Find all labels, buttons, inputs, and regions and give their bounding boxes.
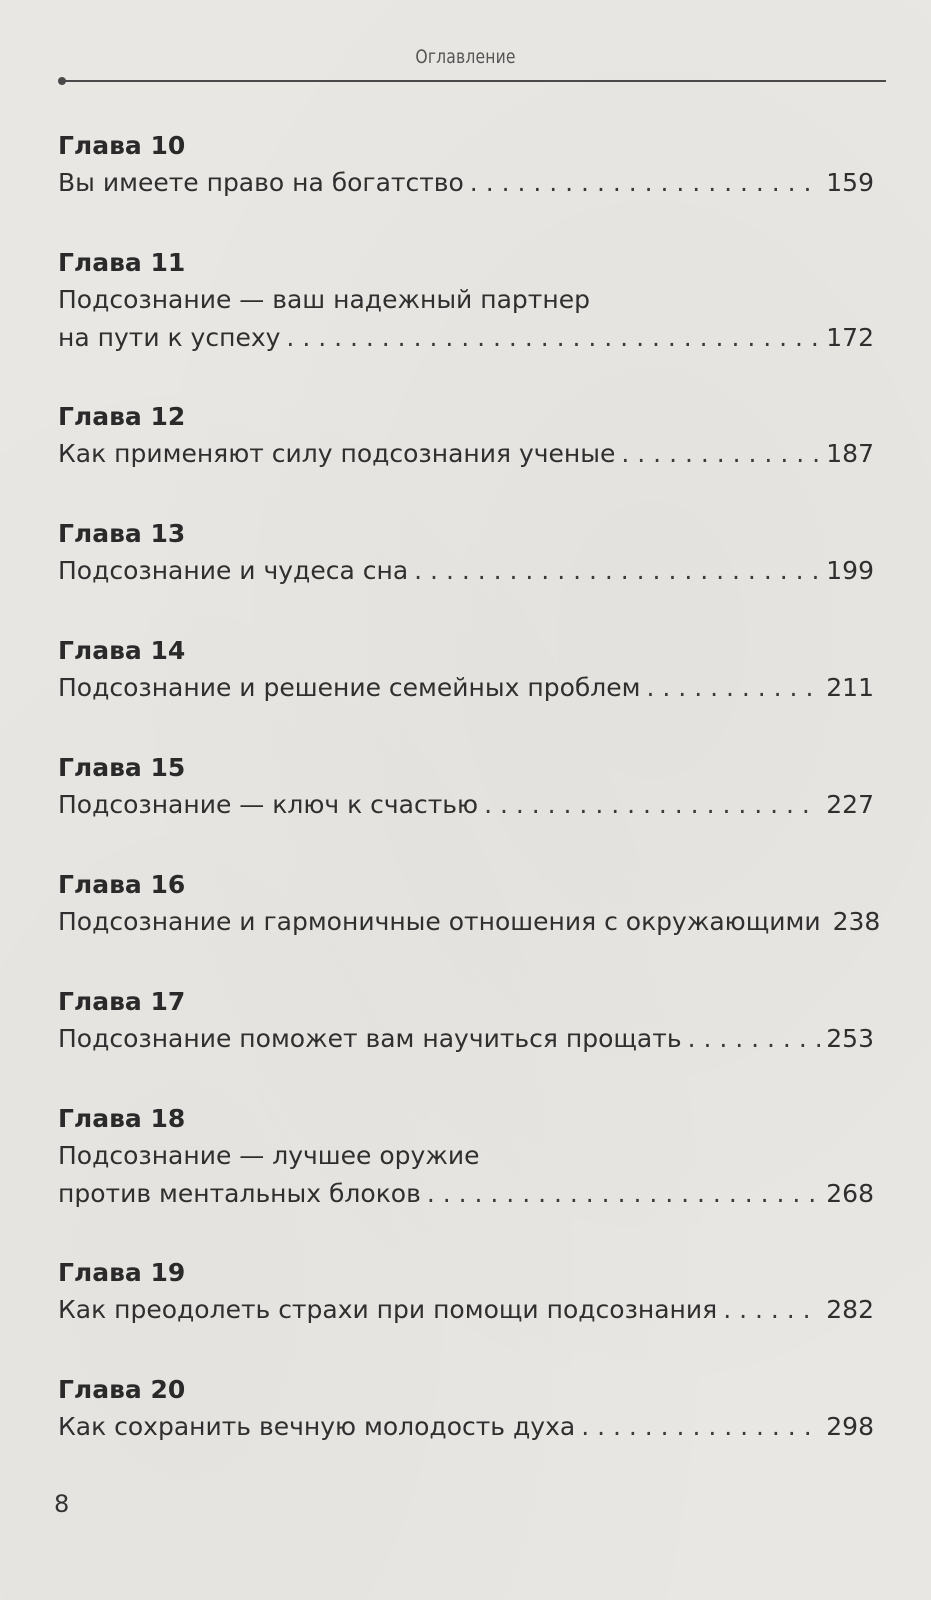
toc-entry bbox=[58, 750, 874, 867]
chapter-title: Вы имеете право на богатство bbox=[58, 168, 464, 197]
chapter-title: Подсознание и чудеса сна bbox=[58, 556, 409, 585]
dot-leader bbox=[427, 1175, 820, 1213]
chapter-title-first-line: Подсознание — лучшее оружие bbox=[58, 1141, 480, 1170]
page-number: 282 bbox=[826, 1295, 874, 1324]
chapter-title: Подсознание поможет вам научиться прощать bbox=[58, 1024, 682, 1053]
dot-leader bbox=[688, 1020, 821, 1058]
page-number: 199 bbox=[826, 556, 874, 585]
toc-title-line bbox=[58, 319, 874, 357]
page-number: 187 bbox=[826, 439, 874, 468]
page-number: 298 bbox=[826, 1412, 874, 1441]
page-number: 253 bbox=[826, 1024, 874, 1053]
chapter-label: Глава 19 bbox=[58, 1258, 186, 1287]
chapter-title: Как преодолеть страхи при помощи подсознания bbox=[58, 1295, 718, 1324]
chapter-label: Глава 13 bbox=[58, 519, 186, 548]
dot-leader bbox=[647, 669, 821, 707]
dot-leader bbox=[470, 164, 820, 202]
dot-leader bbox=[581, 1408, 820, 1446]
toc-title-line bbox=[58, 164, 874, 202]
toc-title-line bbox=[58, 1175, 874, 1213]
dot-leader bbox=[414, 552, 820, 590]
chapter-title: Подсознание — ключ к счастью bbox=[58, 790, 479, 819]
toc-title-line bbox=[58, 552, 874, 590]
header-rule bbox=[60, 80, 886, 82]
page-number: 159 bbox=[826, 168, 874, 197]
toc-entry bbox=[58, 867, 881, 984]
chapter-label: Глава 15 bbox=[58, 753, 186, 782]
toc-title-line bbox=[58, 1020, 874, 1058]
toc-entry bbox=[58, 1101, 874, 1255]
chapter-title: Подсознание и гармоничные отношения с окружающими bbox=[58, 907, 821, 936]
chapter-title-first-line: Подсознание — ваш надежный партнер bbox=[58, 285, 590, 314]
chapter-title: Подсознание и решение семейных проблем bbox=[58, 673, 641, 702]
chapter-title: Как применяют силу подсознания ученые bbox=[58, 439, 616, 468]
chapter-title: Как сохранить вечную молодость духа bbox=[58, 1412, 576, 1441]
toc-entry bbox=[58, 399, 874, 516]
chapter-label: Глава 17 bbox=[58, 987, 186, 1016]
page-number: 172 bbox=[826, 323, 874, 352]
dot-leader bbox=[723, 1291, 820, 1329]
toc-entry bbox=[58, 516, 874, 633]
toc-entry bbox=[58, 128, 874, 245]
toc-title-line bbox=[58, 435, 874, 473]
chapter-label: Глава 16 bbox=[58, 870, 186, 899]
page-number: 238 bbox=[832, 907, 881, 936]
toc-entry bbox=[58, 984, 874, 1101]
toc-title-line bbox=[58, 786, 874, 824]
page-folio: 8 bbox=[54, 1490, 70, 1518]
chapter-label: Глава 12 bbox=[58, 402, 186, 431]
toc-title-line bbox=[58, 1408, 874, 1446]
running-head: Оглавление bbox=[415, 46, 516, 68]
toc-title-line bbox=[58, 669, 874, 707]
dot-leader bbox=[484, 786, 820, 824]
page-number: 227 bbox=[826, 790, 874, 819]
chapter-title: на пути к успеху bbox=[58, 323, 281, 352]
chapter-label: Глава 18 bbox=[58, 1104, 186, 1133]
toc-title-line bbox=[58, 1291, 874, 1329]
chapter-title: против ментальных блоков bbox=[58, 1179, 421, 1208]
toc-entry bbox=[58, 245, 874, 399]
page-number: 268 bbox=[826, 1179, 874, 1208]
chapter-label: Глава 11 bbox=[58, 248, 186, 277]
toc-title-line bbox=[58, 903, 881, 941]
dot-leader bbox=[286, 319, 820, 357]
chapter-label: Глава 14 bbox=[58, 636, 186, 665]
page-number: 211 bbox=[826, 673, 874, 702]
table-of-contents bbox=[58, 128, 881, 1489]
chapter-label: Глава 20 bbox=[58, 1375, 186, 1404]
chapter-label: Глава 10 bbox=[58, 131, 186, 160]
toc-entry bbox=[58, 633, 874, 750]
toc-entry bbox=[58, 1255, 874, 1372]
toc-entry bbox=[58, 1372, 874, 1489]
dot-leader bbox=[621, 435, 820, 473]
